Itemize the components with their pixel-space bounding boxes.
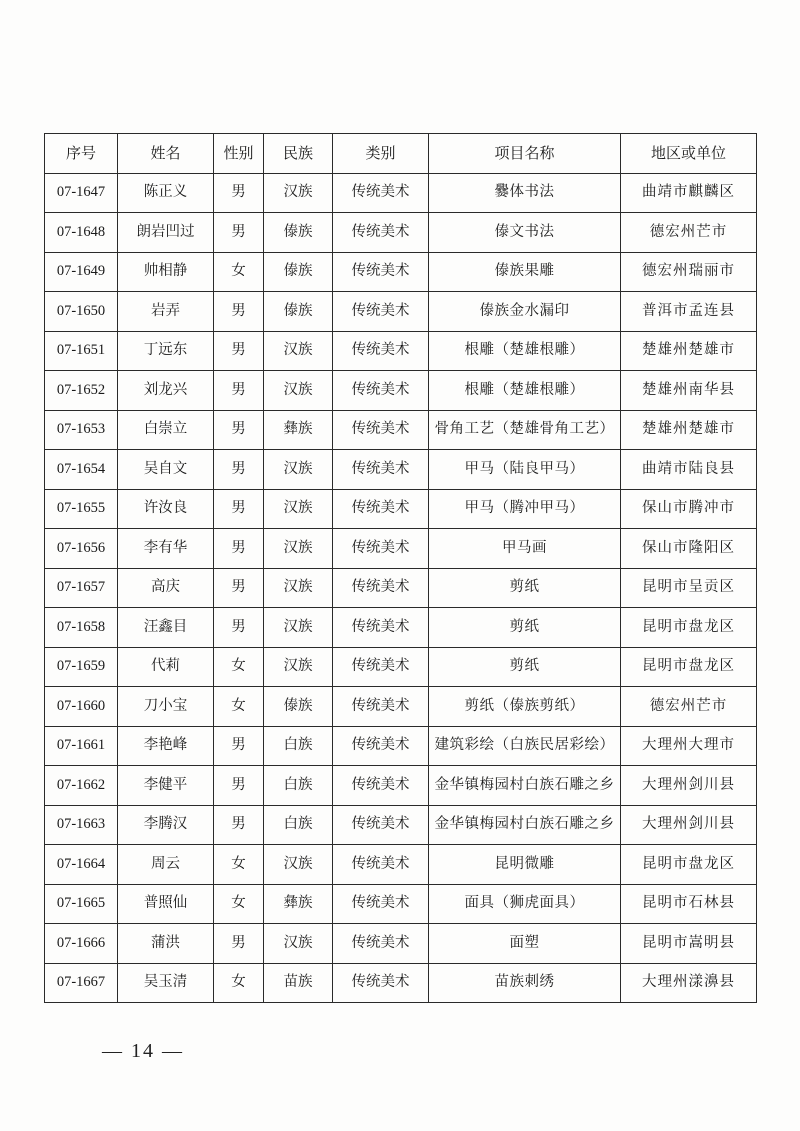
project-name-cell: 面塑 xyxy=(429,924,621,964)
project-name-cell: 金华镇梅园村白族石雕之乡 xyxy=(429,766,621,806)
table-row xyxy=(45,252,757,292)
column-header: 项目名称 xyxy=(429,134,621,174)
region-cell: 保山市腾冲市 xyxy=(621,489,757,529)
region-cell: 大理州剑川县 xyxy=(621,805,757,845)
table-row xyxy=(45,173,757,213)
table-row xyxy=(45,292,757,332)
gender-cell: 男 xyxy=(214,371,264,411)
gender-cell: 男 xyxy=(214,489,264,529)
project-name-cell: 剪纸 xyxy=(429,608,621,648)
gender-cell: 男 xyxy=(214,924,264,964)
serial-number-cell: 07-1659 xyxy=(45,647,118,687)
column-header: 序号 xyxy=(45,134,118,174)
region-cell: 昆明市盘龙区 xyxy=(621,845,757,885)
region-cell: 普洱市孟连县 xyxy=(621,292,757,332)
column-header: 姓名 xyxy=(118,134,214,174)
ethnicity-cell: 汉族 xyxy=(264,371,333,411)
serial-number-cell: 07-1652 xyxy=(45,371,118,411)
project-name-cell: 根雕（楚雄根雕） xyxy=(429,331,621,371)
region-cell: 昆明市石林县 xyxy=(621,884,757,924)
ethnicity-cell: 傣族 xyxy=(264,687,333,727)
name-cell: 丁远东 xyxy=(118,331,214,371)
category-cell: 传统美术 xyxy=(333,766,429,806)
ethnicity-cell: 汉族 xyxy=(264,608,333,648)
table-row xyxy=(45,608,757,648)
project-name-cell: 面具（狮虎面具） xyxy=(429,884,621,924)
table-body xyxy=(45,173,757,1003)
region-cell: 楚雄州楚雄市 xyxy=(621,331,757,371)
region-cell: 曲靖市陆良县 xyxy=(621,450,757,490)
gender-cell: 男 xyxy=(214,173,264,213)
table-row xyxy=(45,884,757,924)
ethnicity-cell: 苗族 xyxy=(264,963,333,1003)
gender-cell: 男 xyxy=(214,766,264,806)
category-cell: 传统美术 xyxy=(333,845,429,885)
ethnicity-cell: 傣族 xyxy=(264,292,333,332)
name-cell: 蒲洪 xyxy=(118,924,214,964)
category-cell: 传统美术 xyxy=(333,529,429,569)
ethnicity-cell: 汉族 xyxy=(264,529,333,569)
table-row xyxy=(45,963,757,1003)
gender-cell: 男 xyxy=(214,726,264,766)
project-name-cell: 建筑彩绘（白族民居彩绘） xyxy=(429,726,621,766)
region-cell: 大理州大理市 xyxy=(621,726,757,766)
region-cell: 德宏州芒市 xyxy=(621,687,757,727)
gender-cell: 男 xyxy=(214,213,264,253)
category-cell: 传统美术 xyxy=(333,410,429,450)
table-row xyxy=(45,331,757,371)
table-row xyxy=(45,845,757,885)
category-cell: 传统美术 xyxy=(333,331,429,371)
serial-number-cell: 07-1667 xyxy=(45,963,118,1003)
serial-number-cell: 07-1647 xyxy=(45,173,118,213)
name-cell: 李健平 xyxy=(118,766,214,806)
serial-number-cell: 07-1648 xyxy=(45,213,118,253)
name-cell: 帅相静 xyxy=(118,252,214,292)
category-cell: 传统美术 xyxy=(333,450,429,490)
region-cell: 楚雄州南华县 xyxy=(621,371,757,411)
inheritors-table xyxy=(44,133,757,1003)
serial-number-cell: 07-1663 xyxy=(45,805,118,845)
name-cell: 陈正义 xyxy=(118,173,214,213)
project-name-cell: 甲马（陆良甲马） xyxy=(429,450,621,490)
category-cell: 传统美术 xyxy=(333,371,429,411)
gender-cell: 男 xyxy=(214,805,264,845)
serial-number-cell: 07-1653 xyxy=(45,410,118,450)
region-cell: 大理州剑川县 xyxy=(621,766,757,806)
category-cell: 传统美术 xyxy=(333,489,429,529)
name-cell: 许汝良 xyxy=(118,489,214,529)
ethnicity-cell: 傣族 xyxy=(264,213,333,253)
gender-cell: 女 xyxy=(214,252,264,292)
category-cell: 传统美术 xyxy=(333,687,429,727)
name-cell: 代莉 xyxy=(118,647,214,687)
page-number: — 14 — xyxy=(102,1040,184,1062)
region-cell: 楚雄州楚雄市 xyxy=(621,410,757,450)
region-cell: 曲靖市麒麟区 xyxy=(621,173,757,213)
project-name-cell: 昆明微雕 xyxy=(429,845,621,885)
name-cell: 李腾汉 xyxy=(118,805,214,845)
region-cell: 大理州漾濞县 xyxy=(621,963,757,1003)
gender-cell: 男 xyxy=(214,331,264,371)
column-header: 民族 xyxy=(264,134,333,174)
project-name-cell: 根雕（楚雄根雕） xyxy=(429,371,621,411)
table-row xyxy=(45,924,757,964)
gender-cell: 女 xyxy=(214,687,264,727)
category-cell: 传统美术 xyxy=(333,608,429,648)
category-cell: 传统美术 xyxy=(333,963,429,1003)
gender-cell: 男 xyxy=(214,450,264,490)
column-header: 性别 xyxy=(214,134,264,174)
table-row xyxy=(45,529,757,569)
ethnicity-cell: 彝族 xyxy=(264,884,333,924)
name-cell: 刘龙兴 xyxy=(118,371,214,411)
table-row xyxy=(45,450,757,490)
serial-number-cell: 07-1651 xyxy=(45,331,118,371)
region-cell: 德宏州芒市 xyxy=(621,213,757,253)
table-row xyxy=(45,766,757,806)
category-cell: 传统美术 xyxy=(333,884,429,924)
ethnicity-cell: 汉族 xyxy=(264,924,333,964)
project-name-cell: 苗族刺绣 xyxy=(429,963,621,1003)
serial-number-cell: 07-1662 xyxy=(45,766,118,806)
project-name-cell: 甲马画 xyxy=(429,529,621,569)
name-cell: 朗岩凹过 xyxy=(118,213,214,253)
name-cell: 吴自文 xyxy=(118,450,214,490)
project-name-cell: 剪纸 xyxy=(429,647,621,687)
name-cell: 周云 xyxy=(118,845,214,885)
project-name-cell: 金华镇梅园村白族石雕之乡 xyxy=(429,805,621,845)
category-cell: 传统美术 xyxy=(333,924,429,964)
serial-number-cell: 07-1661 xyxy=(45,726,118,766)
table-row xyxy=(45,371,757,411)
project-name-cell: 骨角工艺（楚雄骨角工艺） xyxy=(429,410,621,450)
serial-number-cell: 07-1658 xyxy=(45,608,118,648)
serial-number-cell: 07-1650 xyxy=(45,292,118,332)
ethnicity-cell: 汉族 xyxy=(264,450,333,490)
gender-cell: 男 xyxy=(214,568,264,608)
gender-cell: 男 xyxy=(214,529,264,569)
table-row xyxy=(45,213,757,253)
gender-cell: 女 xyxy=(214,963,264,1003)
name-cell: 刀小宝 xyxy=(118,687,214,727)
category-cell: 传统美术 xyxy=(333,568,429,608)
gender-cell: 男 xyxy=(214,292,264,332)
region-cell: 昆明市呈贡区 xyxy=(621,568,757,608)
project-name-cell: 甲马（腾冲甲马） xyxy=(429,489,621,529)
ethnicity-cell: 汉族 xyxy=(264,173,333,213)
table-row xyxy=(45,410,757,450)
name-cell: 白崇立 xyxy=(118,410,214,450)
name-cell: 吴玉清 xyxy=(118,963,214,1003)
project-name-cell: 傣族金水漏印 xyxy=(429,292,621,332)
ethnicity-cell: 汉族 xyxy=(264,331,333,371)
table-header-row xyxy=(45,134,757,174)
category-cell: 传统美术 xyxy=(333,173,429,213)
table-row xyxy=(45,489,757,529)
ethnicity-cell: 汉族 xyxy=(264,489,333,529)
ethnicity-cell: 傣族 xyxy=(264,252,333,292)
region-cell: 昆明市盘龙区 xyxy=(621,608,757,648)
ethnicity-cell: 汉族 xyxy=(264,647,333,687)
ethnicity-cell: 彝族 xyxy=(264,410,333,450)
table-row xyxy=(45,687,757,727)
category-cell: 传统美术 xyxy=(333,805,429,845)
name-cell: 普照仙 xyxy=(118,884,214,924)
gender-cell: 女 xyxy=(214,647,264,687)
project-name-cell: 爨体书法 xyxy=(429,173,621,213)
serial-number-cell: 07-1660 xyxy=(45,687,118,727)
serial-number-cell: 07-1665 xyxy=(45,884,118,924)
name-cell: 岩弄 xyxy=(118,292,214,332)
name-cell: 李有华 xyxy=(118,529,214,569)
project-name-cell: 傣文书法 xyxy=(429,213,621,253)
column-header: 地区或单位 xyxy=(621,134,757,174)
serial-number-cell: 07-1664 xyxy=(45,845,118,885)
serial-number-cell: 07-1654 xyxy=(45,450,118,490)
gender-cell: 男 xyxy=(214,608,264,648)
region-cell: 德宏州瑞丽市 xyxy=(621,252,757,292)
category-cell: 传统美术 xyxy=(333,213,429,253)
table-row xyxy=(45,805,757,845)
category-cell: 传统美术 xyxy=(333,647,429,687)
project-name-cell: 傣族果雕 xyxy=(429,252,621,292)
serial-number-cell: 07-1649 xyxy=(45,252,118,292)
table-row xyxy=(45,647,757,687)
ethnicity-cell: 白族 xyxy=(264,805,333,845)
table-row xyxy=(45,726,757,766)
table-row xyxy=(45,568,757,608)
region-cell: 昆明市嵩明县 xyxy=(621,924,757,964)
name-cell: 高庆 xyxy=(118,568,214,608)
serial-number-cell: 07-1666 xyxy=(45,924,118,964)
category-cell: 传统美术 xyxy=(333,292,429,332)
gender-cell: 女 xyxy=(214,884,264,924)
serial-number-cell: 07-1655 xyxy=(45,489,118,529)
name-cell: 李艳峰 xyxy=(118,726,214,766)
name-cell: 汪鑫目 xyxy=(118,608,214,648)
serial-number-cell: 07-1656 xyxy=(45,529,118,569)
ethnicity-cell: 白族 xyxy=(264,726,333,766)
region-cell: 保山市隆阳区 xyxy=(621,529,757,569)
ethnicity-cell: 汉族 xyxy=(264,845,333,885)
serial-number-cell: 07-1657 xyxy=(45,568,118,608)
project-name-cell: 剪纸（傣族剪纸） xyxy=(429,687,621,727)
category-cell: 传统美术 xyxy=(333,252,429,292)
region-cell: 昆明市盘龙区 xyxy=(621,647,757,687)
category-cell: 传统美术 xyxy=(333,726,429,766)
gender-cell: 女 xyxy=(214,845,264,885)
ethnicity-cell: 汉族 xyxy=(264,568,333,608)
project-name-cell: 剪纸 xyxy=(429,568,621,608)
gender-cell: 男 xyxy=(214,410,264,450)
ethnicity-cell: 白族 xyxy=(264,766,333,806)
column-header: 类别 xyxy=(333,134,429,174)
